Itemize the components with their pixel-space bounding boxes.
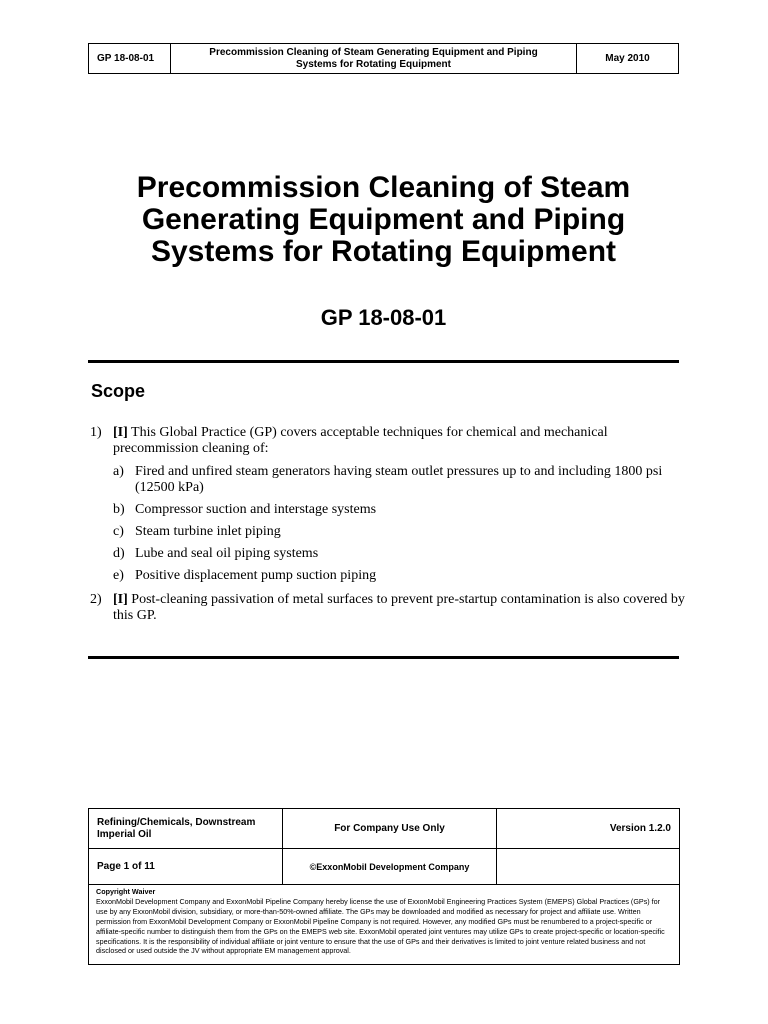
footer-org-line1: Refining/Chemicals, Downstream: [97, 816, 256, 828]
footer-version: Version 1.2.0: [609, 823, 671, 834]
footer-copyright: ©ExxonMobil Development Company: [283, 849, 497, 884]
subitem-a-letter: a): [113, 464, 124, 479]
header-title-line1: Precommission Cleaning of Steam Generating Equipment and Piping: [209, 46, 538, 58]
waiver-line: disclosed or used outside the JV without appropriate EM management approval.: [96, 946, 351, 956]
footer-org: [89, 809, 283, 848]
scope-item-2-tag: [I]: [113, 592, 128, 607]
subitem-c-text: Steam turbine inlet piping: [135, 524, 281, 539]
header-title: [171, 44, 577, 73]
footer-classification: For Company Use Only: [283, 809, 497, 848]
copyright-waiver-title: Copyright Waiver: [96, 887, 156, 896]
scope-item-2-line1: Post-cleaning passivation of metal surfaces to prevent pre-startup contamination is also covered by: [131, 592, 685, 607]
footer-empty-cell: [497, 849, 679, 884]
document-footer: [88, 808, 680, 965]
subitem-c-letter: c): [113, 524, 124, 539]
copyright-waiver: [96, 887, 672, 956]
gp-number: GP 18-08-01: [320, 305, 447, 330]
waiver-line: use by any ExxonMobil division, subsidiary, or more-than-50%-owned affiliate. The GPs may be downloaded and modified as necessary for project and affiliate use. Written: [96, 906, 641, 916]
page-title-line1: Precommission Cleaning of Steam: [136, 171, 631, 204]
subitem-e-text: Positive displacement pump suction piping: [135, 568, 377, 583]
header-doc-id: GP 18-08-01: [89, 44, 171, 73]
scope-heading: Scope: [91, 381, 146, 401]
scope-item-1-line2: precommission cleaning of:: [113, 441, 269, 456]
bottom-divider: [88, 656, 679, 659]
scope-item-1-line1: This Global Practice (GP) covers acceptable techniques for chemical and mechanical: [131, 425, 608, 440]
scope-item-1-number: 1): [90, 425, 102, 440]
header-title-line2: Systems for Rotating Equipment: [295, 58, 451, 70]
top-divider: [88, 360, 679, 363]
scope-item-1-tag: [I]: [113, 425, 128, 440]
subitem-e-letter: e): [113, 568, 124, 583]
subitem-d-letter: d): [113, 546, 125, 561]
scope-item-2-line2: this GP.: [113, 608, 157, 623]
page-title-line3: Systems for Rotating Equipment: [150, 235, 617, 268]
document-header: [88, 43, 679, 74]
waiver-line: ExxonMobil Development Company and ExxonMobil Pipeline Company hereby license the use of ExxonMobil Engineering Practices System (EMEPS) Global Practices (GPs) for: [96, 896, 661, 906]
subitem-b-letter: b): [113, 502, 125, 517]
header-date: May 2010: [605, 53, 650, 64]
waiver-line: specifications. It is the responsibility of individual affiliate or joint venture to ensure that the use of GPs and their derivatives is limited to joint venture related business and not: [96, 936, 646, 946]
page-title: [88, 172, 679, 268]
subitem-a-line1: Fired and unfired steam generators having steam outlet pressures up to and including 1800 psi: [135, 464, 663, 479]
subitem-a-line2: (12500 kPa): [135, 480, 204, 495]
subitem-d-text: Lube and seal oil piping systems: [135, 546, 319, 561]
waiver-line: permission from ExxonMobil Development Company or ExxonMobil Pipeline Company is not required. However, any modified GPs must be renumbered to a project-specific or: [96, 916, 653, 926]
subitem-b-text: Compressor suction and interstage systems: [135, 502, 377, 517]
footer-org-line2: Imperial Oil: [97, 828, 152, 840]
waiver-line: affiliate-specific number to distinguish them from the GPs on the EMEPS web site. ExxonMobil operated joint ventures may utilize GPs to create project-specific or location-specific: [96, 926, 665, 936]
footer-page-number: Page 1 of 11: [89, 849, 283, 884]
page-title-line2: Generating Equipment and Piping: [141, 203, 626, 236]
scope-item-2-number: 2): [90, 592, 102, 607]
